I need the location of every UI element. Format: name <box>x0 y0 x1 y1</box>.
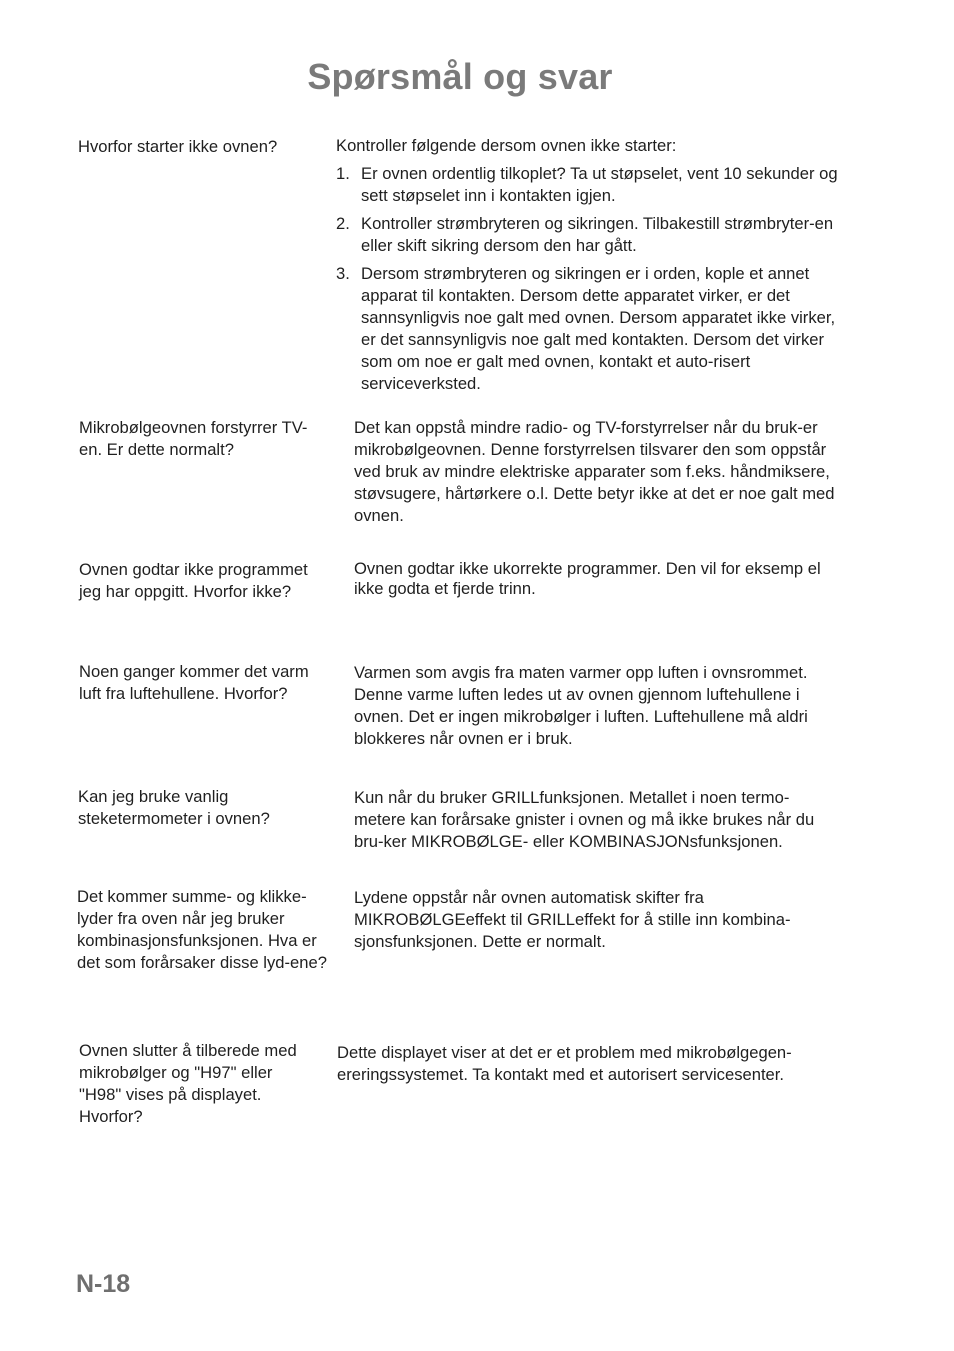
answer-2: Det kan oppstå mindre radio- og TV-forstyrrelser når du bruk-er mikrobølgeovnen. Denne forstyrrelsen tilsvarer den som oppstår ved bruk av mindre elektriske apparater som f.eks. håndmiksere, støvsugere, hårtørkere o.l. Dette betyr ikke at det er noe galt med ovnen. <box>354 418 835 525</box>
page-title: Spørsmål og svar <box>307 56 613 97</box>
page-number: N-18 <box>76 1270 131 1298</box>
question-5: Kan jeg bruke vanlig steketermometer i ovnen? <box>78 787 270 828</box>
question-7: Ovnen slutter å tilberede med mikrobølger og "H97" eller "H98" vises på displayet. Hvorfor? <box>79 1041 297 1126</box>
question-3: Ovnen godtar ikke programmet jeg har oppgitt. Hvorfor ikke? <box>79 560 308 601</box>
list-item <box>336 213 851 257</box>
list-item-text: Er ovnen ordentlig tilkoplet? Ta ut støpselet, vent 10 sekunder og sett støpselet inn i kontakten igjen. <box>361 164 838 205</box>
question-4: Noen ganger kommer det varm luft fra luftehullene. Hvorfor? <box>79 662 309 703</box>
answer-4: Varmen som avgis fra maten varmer opp luften i ovnsrommet. Denne varme luften ledes ut av ovnen gjennom luftehullene i ovnen. Det er ingen mikrobølger i luften. Luftehullene må aldri blokkeres når ovnen er i bruk. <box>354 663 808 748</box>
question-2: Mikrobølgeovnen forstyrrer TV-en. Er dette normalt? <box>79 418 308 459</box>
answer-6: Lydene oppstår når ovnen automatisk skifter fra MIKROBØLGEeffekt til GRILLeffekt for å stille inn kombina-sjonsfunksjonen. Dette er normalt. <box>354 888 791 951</box>
list-item-number: 1. <box>336 164 350 183</box>
question-1: Hvorfor starter ikke ovnen? <box>78 137 278 156</box>
answer-1-list <box>336 163 851 395</box>
list-item-text: Dersom strømbryteren og sikringen er i orden, kople et annet apparat til kontakten. Dersom dette apparatet virker, er det sannsynligvis noe galt med ovnen. Dersom apparatet ikke virker, er det sannsynligvis noe galt med kontakten. Dersom det virker som om noe er galt med ovnen, kontakt et auto-risert serviceverksted. <box>361 264 836 393</box>
question-6: Det kommer summe- og klikke-lyder fra oven når jeg bruker kombinasjonsfunksjonen. Hva er det som forårsaker disse lyd-ene? <box>77 887 327 972</box>
list-item-number: 2. <box>336 214 350 233</box>
list-item <box>336 163 851 207</box>
list-item-number: 3. <box>336 264 350 283</box>
answer-7: Dette displayet viser at det er et problem med mikrobølgegen-ereringssystemet. Ta kontakt med et autorisert servicesenter. <box>337 1043 792 1084</box>
list-item-text: Kontroller strømbryteren og sikringen. Tilbakestill strømbryter-en eller skift sikring dersom den har gått. <box>361 214 834 255</box>
list-item <box>336 263 851 395</box>
answer-1 <box>336 135 851 395</box>
answer-5: Kun når du bruker GRILLfunksjonen. Metallet i noen termo-metere kan forårsake gnister i ovnen og må ikke brukes når du bru-ker MIKROBØLGE- eller KOMBINASJONsfunksjonen. <box>354 788 815 851</box>
answer-1-intro: Kontroller følgende dersom ovnen ikke starter: <box>336 136 677 155</box>
answer-3: Ovnen godtar ikke ukorrekte programmer. Den vil for eksemp el ikke godta et fjerde trinn. <box>354 559 821 598</box>
